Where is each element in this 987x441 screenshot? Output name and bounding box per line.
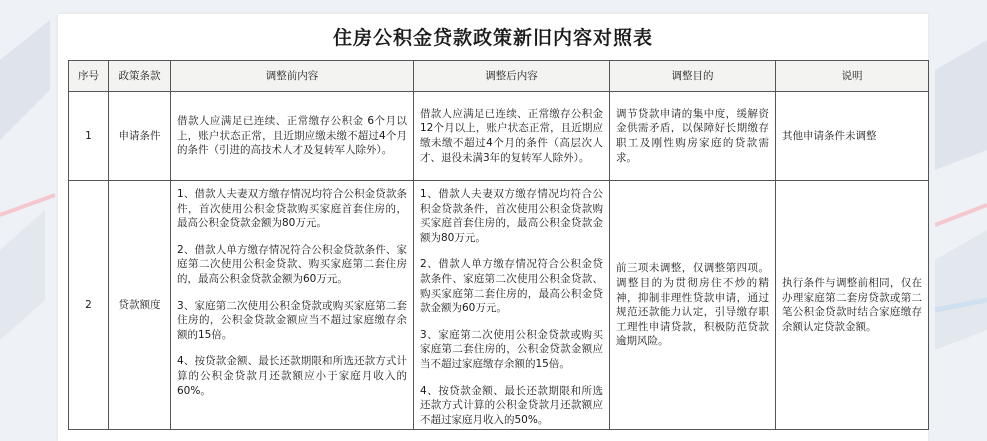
before-clause: 3、家庭第二次使用公积金贷款或购买家庭第二套住房的，公积金贷款金额应当不超过家庭缴存余额的15倍。 — [177, 299, 407, 341]
after-clause: 4、按贷款金额、最长还款期限和所选还款方式计算的公积金贷款月还款额应不超过家庭月收入的50%。 — [420, 384, 603, 426]
header-note: 说明 — [776, 61, 929, 92]
row-item: 申请条件 — [109, 92, 171, 181]
header-before: 调整前内容 — [171, 61, 414, 92]
row-item: 贷款额度 — [109, 181, 171, 430]
table-row — [69, 92, 929, 181]
before-clause: 2、借款人单方缴存情况符合公积金贷款条件、家庭第二次使用公积金贷款、购买家庭第二套住房的，最高公积金贷款金额为60万元。 — [177, 243, 407, 285]
header-purpose: 调整目的 — [610, 61, 776, 92]
after-clause: 2、借款人单方缴存情况符合公积金贷款条件、家庭第二次使用公积金贷款、购买家庭第二套住房的，最高公积金贷款金额为60万元。 — [420, 258, 603, 315]
row-number: 1 — [69, 92, 109, 181]
before-clause: 4、按贷款金额、最长还款期限和所选还款方式计算的公积金贷款月还款额应小于家庭月收入的60%。 — [177, 355, 407, 397]
header-item: 政策条款 — [109, 61, 171, 92]
after-clause: 3、家庭第二次使用公积金贷款或购买家庭第二套住房的，公积金贷款金额应当不超过家庭缴存余额的15倍。 — [420, 328, 603, 370]
document-title: 住房公积金贷款政策新旧内容对照表 — [332, 27, 653, 49]
purpose-content: 调节贷款申请的集中度，缓解资金供需矛盾，以保障好长期缴存职工及刚性购房家庭的贷款需求。 — [610, 92, 776, 181]
after-clause: 1、借款人夫妻双方缴存情况均符合公积金贷款条件，首次使用公积金贷款购买家庭首套住房的，最高公积金贷款金额为80万元。 — [420, 188, 603, 244]
policy-comparison-table — [68, 60, 929, 430]
row-number: 2 — [69, 181, 109, 430]
table-row — [69, 181, 929, 430]
header-after: 调整后内容 — [414, 61, 610, 92]
after-content: 借款人应满足已连续、正常缴存公积金12个月以上，账户状态正常，且近期应缴未缴不超过4个月的条件（高层次人才、退役未满3年的复转军人除外）。 — [414, 92, 610, 181]
before-content: 借款人应满足已连续、正常缴存公积金 6个月以上，账户状态正常，且近期应缴未缴不超过4个月的条件（引进的高技术人才及复转军人除外）。 — [171, 92, 414, 181]
note-content: 其他申请条件未调整 — [776, 92, 929, 181]
document-page — [58, 14, 928, 441]
note-content: 执行条件与调整前相同，仅在办理家庭第二套房贷款或第二笔公积金贷款时结合家庭缴存余额认定贷款金额。 — [776, 181, 929, 430]
header-no: 序号 — [69, 61, 109, 92]
before-clause: 1、借款人夫妻双方缴存情况均符合公积金贷款条件，首次使用公积金贷款购买家庭首套住房的，最高公积金贷款金额为80万元。 — [177, 188, 407, 230]
table-header-row — [69, 61, 929, 92]
after-content — [414, 181, 610, 430]
before-content — [171, 181, 414, 430]
purpose-content: 前三项未调整，仅调整第四项。调整目的为贯彻房住不炒的精神，抑制非理性贷款申请，通过规范还款能力认定，引导缴存职工理性申请贷款，积极防范贷款逾期风险。 — [610, 181, 776, 430]
